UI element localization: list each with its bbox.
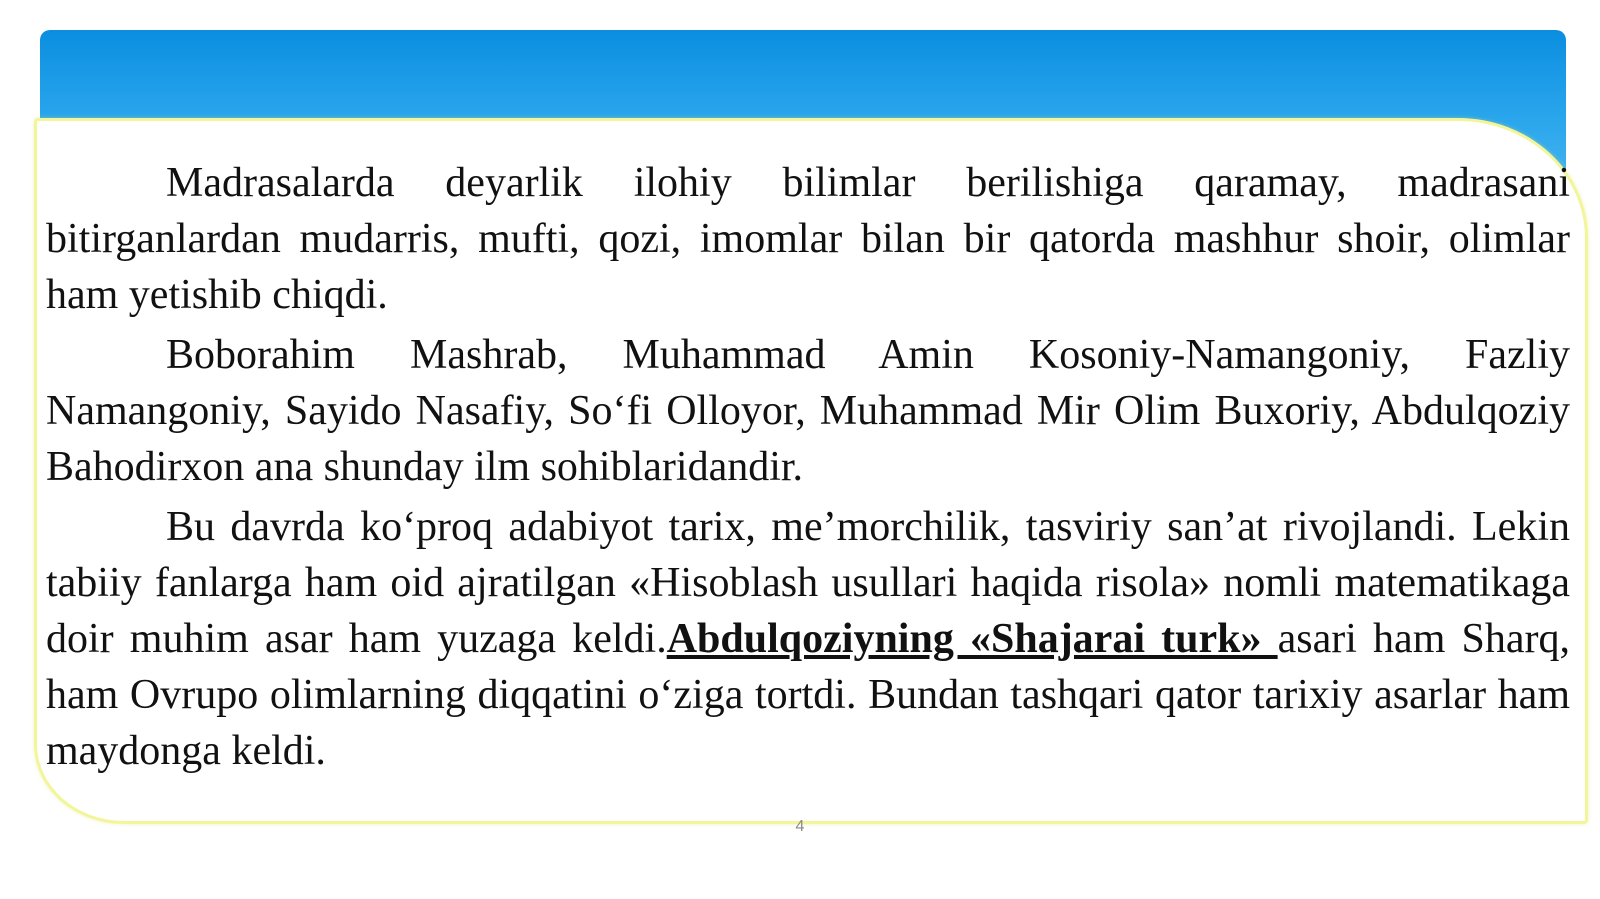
paragraph-scholars (46, 327, 1570, 495)
paragraph-sciences-continuation: asari ham Sharq, ham Ovrupo olimlarning diqqatini o‘ziga tortdi. Bundan tashqari qator tarixiy asarlar ham maydonga keldi. (46, 616, 1570, 774)
slide-body-text (46, 155, 1570, 779)
shajarai-turk-emphasis: Abdulqoziyning «Shajarai turk» (666, 616, 1278, 662)
paragraph-sciences (46, 499, 1570, 779)
paragraph-scholars-text: Boborahim Mashrab, Muhammad Amin Kosoniy-Namangoniy, Fazliy Namangoniy, Sayido Nasafiy, So‘fi Olloyor, Muhammad Mir Olim Buxoriy, Abdulqoziy Bahodirxon ana shunday ilm sohiblaridandir. (46, 332, 1570, 490)
paragraph-madrasas (46, 155, 1570, 323)
page-number: 4 (795, 818, 805, 835)
paragraph-sciences-text: Bu davrda ko‘proq adabiyot tarix, me’morchilik, tasviriy san’at rivojlandi. Lekin tabiiy fanlarga ham oid ajratilgan «Hisoblash usullari haqida risola» nomli matematikaga doir muhim asar ham yuzaga keldi. (46, 504, 1570, 662)
paragraph-madrasas-text: Madrasalarda deyarlik ilohiy bilimlar berilishiga qaramay, madrasani bitirganlardan mudarris, mufti, qozi, imomlar bilan bir qatorda mashhur shoir, olimlar ham yetishib chiqdi. (46, 160, 1570, 318)
